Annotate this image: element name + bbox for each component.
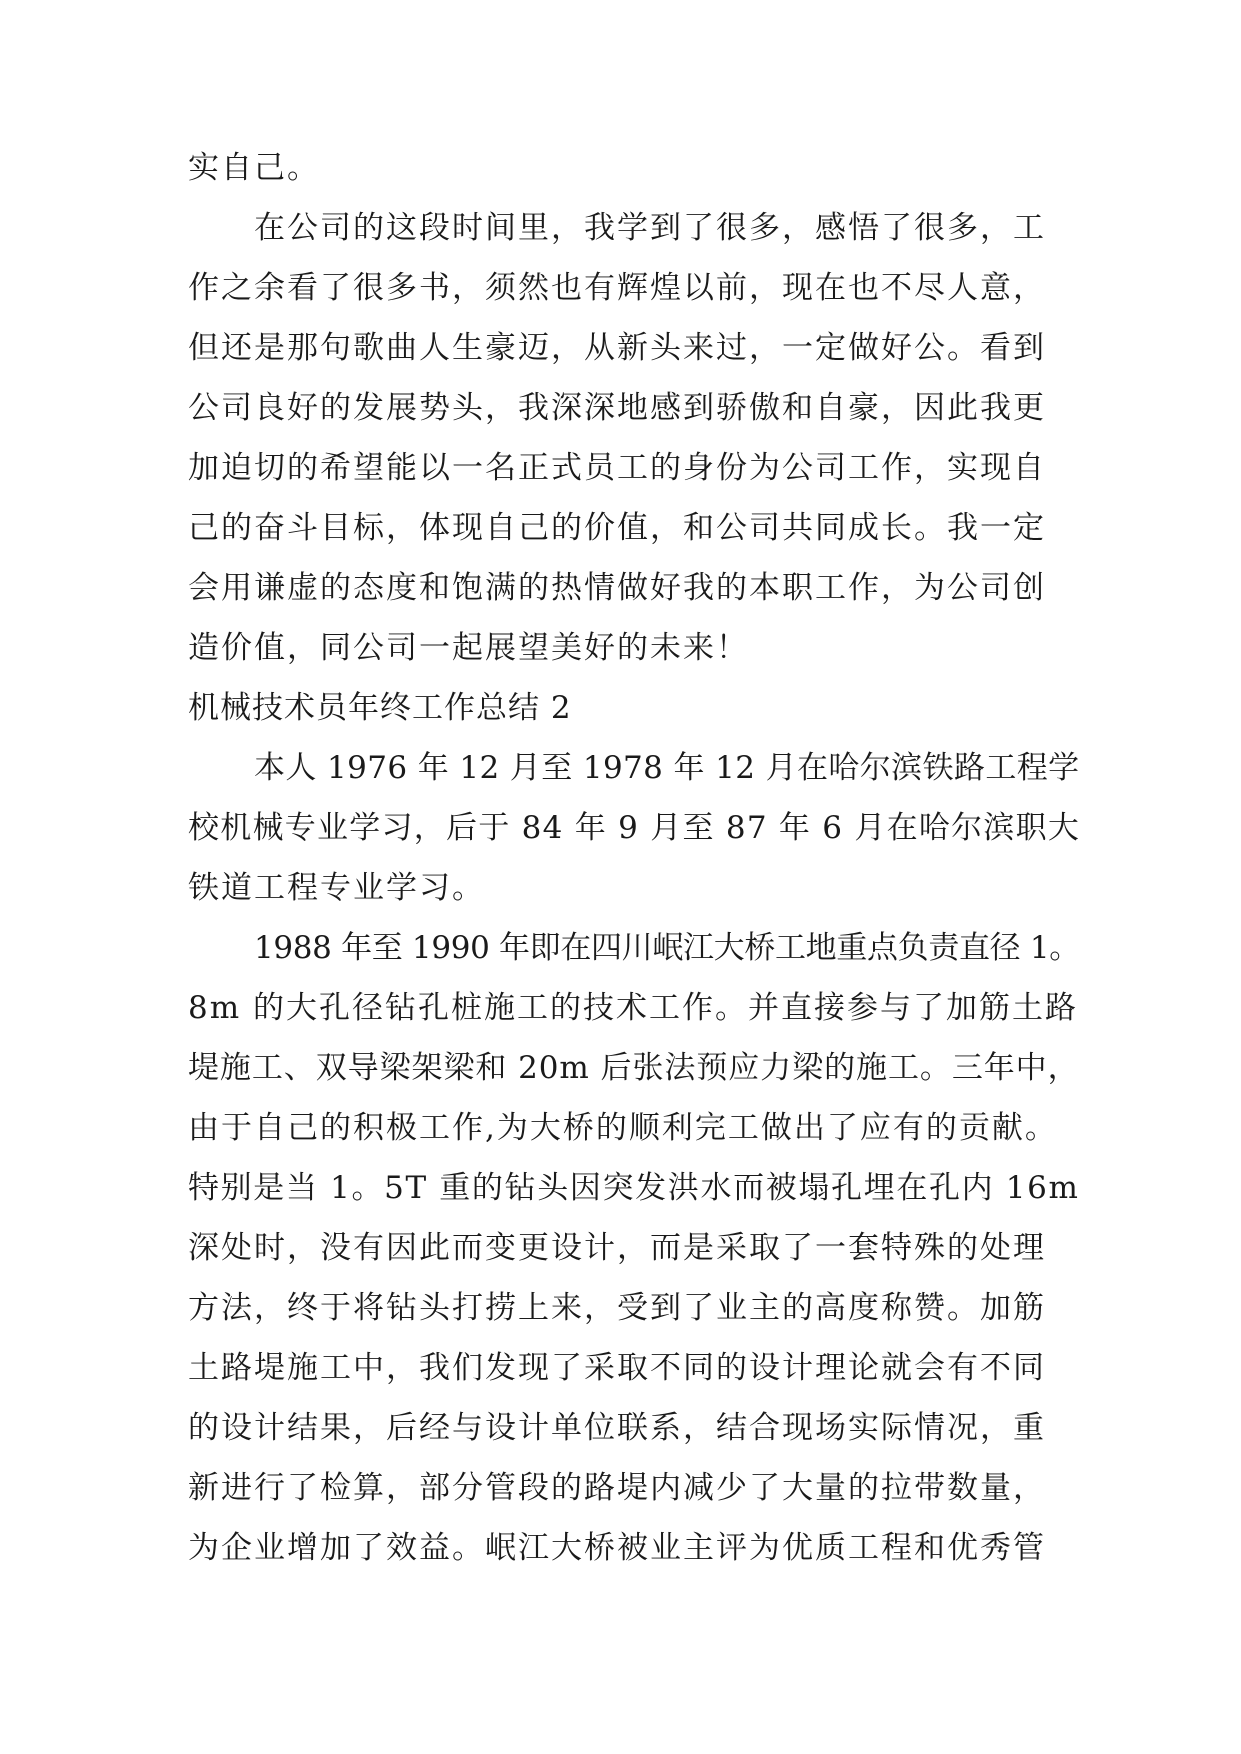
text-line: 会用谦虚的态度和饱满的热情做好我的本职工作，为公司创 <box>188 570 1046 606</box>
text-line: 但还是那句歌曲人生豪迈，从新头来过，一定做好公。看到 <box>188 330 1046 366</box>
text-line: 作之余看了很多书，须然也有辉煌以前，现在也不尽人意， <box>188 270 1046 306</box>
paragraph-line: 本人 1976 年 12 月至 1978 年 12 月在哈尔滨铁路工程学 <box>254 750 1080 786</box>
text-line: 加迫切的希望能以一名正式员工的身份为公司工作，实现自 <box>188 450 1046 486</box>
text-line: 新进行了检算，部分管段的路堤内减少了大量的拉带数量， <box>188 1470 1046 1506</box>
text-line: 公司良好的发展势头，我深深地感到骄傲和自豪，因此我更 <box>188 390 1046 426</box>
section-heading: 机械技术员年终工作总结 2 <box>188 690 572 726</box>
text-line: 由于自己的积极工作,为大桥的顺利完工做出了应有的贡献。 <box>188 1110 1058 1146</box>
text-line: 的设计结果，后经与设计单位联系，结合现场实际情况，重 <box>188 1410 1046 1446</box>
text-line: 己的奋斗目标，体现自己的价值，和公司共同成长。我一定 <box>188 510 1046 546</box>
text-line: 方法，终于将钻头打捞上来，受到了业主的高度称赞。加筋 <box>188 1290 1046 1326</box>
text-line: 铁道工程专业学习。 <box>188 870 485 906</box>
text-line: 为企业增加了效益。岷江大桥被业主评为优质工程和优秀管 <box>188 1530 1046 1566</box>
text-line: 深处时，没有因此而变更设计，而是采取了一套特殊的处理 <box>188 1230 1046 1266</box>
text-line: 8m 的大孔径钻孔桩施工的技术工作。并直接参与了加筋土路 <box>188 990 1078 1026</box>
paragraph-line: 在公司的这段时间里，我学到了很多，感悟了很多，工 <box>254 210 1046 246</box>
text-line: 土路堤施工中，我们发现了采取不同的设计理论就会有不同 <box>188 1350 1046 1386</box>
paragraph-line: 1988 年至 1990 年即在四川岷江大桥工地重点负责直径 1。 <box>254 930 1080 966</box>
text-line: 校机械专业学习，后于 84 年 9 月至 87 年 6 月在哈尔滨职大 <box>188 810 1081 846</box>
text-line: 造价值，同公司一起展望美好的未来！ <box>188 630 749 666</box>
text-line: 堤施工、双导梁架梁和 20m 后张法预应力梁的施工。三年中， <box>188 1050 1080 1086</box>
text-line: 实自己。 <box>188 150 320 186</box>
text-line: 特别是当 1。5T 重的钻头因突发洪水而被塌孔埋在孔内 16m <box>188 1170 1080 1206</box>
